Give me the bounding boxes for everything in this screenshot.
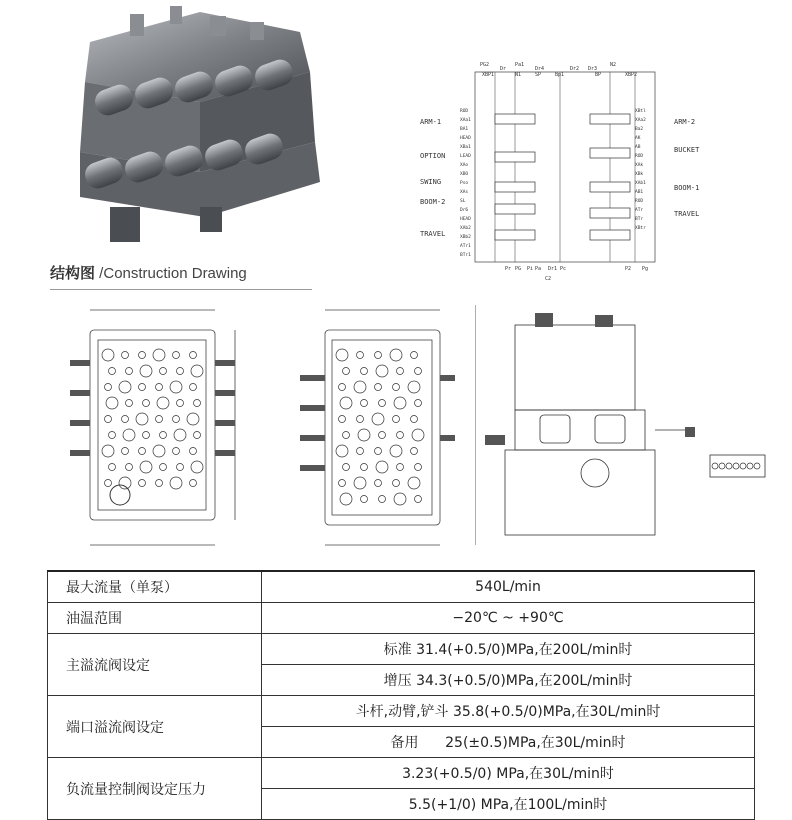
schematic-label-travel-right: TRAVEL [674,210,700,218]
port-hole [357,416,364,423]
schematic-bottom-label: Pr [505,266,512,272]
port-hole [415,368,422,375]
table-row [48,634,755,665]
port-hole [190,448,197,455]
schematic-port-label: Dr6 [460,208,469,213]
schematic-bottom-label: Dr1 [548,266,558,272]
coil-turn [740,463,746,469]
table-row [48,696,755,727]
coil-turn [754,463,760,469]
port-hole [411,352,418,359]
schematic-bottom-label: Pc [560,266,567,272]
schematic-label-travel-left: TRAVEL [420,230,446,238]
port-hole [157,397,169,409]
port-hole [177,368,184,375]
port-hole [393,416,400,423]
port-hole [156,384,163,391]
schematic-top-label: XBP2 [625,72,638,78]
schematic-top-label: N2 [610,62,617,68]
schematic-bottom-label: Pg [642,266,649,272]
schematic-port-label: XBtr [635,226,646,231]
rear-view-drawing [270,305,460,555]
spec-value: 540L/min [262,571,755,603]
port-hole [194,432,201,439]
port-hole [379,496,386,503]
port-hole [122,448,129,455]
table-row [48,603,755,634]
spec-table [47,570,755,820]
port-hole [122,352,129,359]
schematic-port-label: XBb2 [460,235,471,240]
schematic-bottom-label: C2 [545,276,552,282]
schematic-bottom-label: Pa [535,266,542,272]
port-hole [339,416,346,423]
spec-label: 主溢流阀设定 [48,634,262,696]
port-hole [109,464,116,471]
schematic-port-label: XBO [460,172,469,177]
port-hole [361,368,368,375]
port-hole [177,400,184,407]
port-hole [354,381,366,393]
port-hole [126,368,133,375]
port-hole [397,368,404,375]
section-title-zh: 结构图 [50,264,96,282]
schematic-top-label: Bp1 [555,72,565,78]
schematic-port-label: Pso [460,181,469,186]
valve-3d-render [50,2,350,250]
port-hole [156,480,163,487]
spec-label: 端口溢流阀设定 [48,696,262,758]
port-hole [375,384,382,391]
schematic-port-label: XBtl [635,109,646,114]
port-hole [190,384,197,391]
port-hole [411,416,418,423]
spec-value: 5.5(+1/0) MPa,在100L/min时 [262,789,755,820]
schematic-port-label: XAa2 [635,118,646,123]
port-hole [376,365,388,377]
port-hole [160,464,167,471]
spec-value: 增压 34.3(+0.5/0)MPa,在200L/min时 [262,665,755,696]
spec-value: −20℃ ~ +90℃ [262,603,755,634]
schematic-top-label: PG2 [480,62,490,68]
port-hole [139,352,146,359]
schematic-port-label: ROD [635,154,644,159]
schematic-port-label: HEAD [460,217,471,222]
port-hole [105,384,112,391]
schematic-port-label: ATr1 [460,244,471,249]
port-hole [187,413,199,425]
schematic-label-boom1: BOOM-1 [674,184,700,192]
port-hole [343,464,350,471]
port-hole [393,480,400,487]
schematic-port-label: XAk [635,163,644,168]
port-hole [343,368,350,375]
schematic-label-option: OPTION [420,152,446,160]
port-hole [109,432,116,439]
port-hole [397,464,404,471]
port-hole [123,429,135,441]
schematic-port-label: LEAD [460,154,471,159]
schematic-port-label: XAo [460,163,469,168]
port-hole [122,416,129,423]
schematic-port-label: XAa1 [460,118,471,123]
schematic-top-label: N1 [515,72,522,78]
spec-value: 3.23(+0.5/0) MPa,在30L/min时 [262,758,755,789]
port-hole [361,400,368,407]
port-hole [415,496,422,503]
port-hole [361,464,368,471]
port-hole [394,493,406,505]
port-hole [143,432,150,439]
port-hole [109,368,116,375]
spec-label: 最大流量（单泵） [48,571,262,603]
port-hole [358,429,370,441]
port-hole [139,480,146,487]
port-hole [339,480,346,487]
section-heading [50,262,247,284]
port-hole [105,480,112,487]
port-hole [361,496,368,503]
port-hole [190,480,197,487]
port-hole [379,432,386,439]
port-hole [191,461,203,473]
port-hole [106,397,118,409]
schematic-label-bucket: BUCKET [674,146,700,154]
schematic-top-label: SP [535,72,542,78]
hydraulic-schematic [420,52,720,282]
port-hole [190,352,197,359]
port-hole [376,461,388,473]
port-hole [126,400,133,407]
spec-value: 标准 31.4(+0.5/0)MPa,在200L/min时 [262,634,755,665]
port-hole [160,368,167,375]
schematic-port-label: XBk [635,172,644,177]
port-hole [343,432,350,439]
port-hole [390,349,402,361]
schematic-bottom-label: P2 [625,266,632,272]
port-hole [340,493,352,505]
schematic-port-label: XAs [460,190,469,195]
port-hole [119,381,131,393]
schematic-top-label: Dr [500,66,507,72]
schematic-port-label: ROD [460,109,469,114]
port-hole [415,400,422,407]
schematic-top-label: Pa1 [515,62,525,68]
port-hole [375,448,382,455]
schematic-top-label: BP [595,72,602,78]
schematic-port-label: HEAD [460,136,471,141]
table-row [48,758,755,789]
schematic-port-label: AK [635,136,641,141]
front-view-drawing [60,300,250,555]
port-hole [143,400,150,407]
coil-turn [733,463,739,469]
schematic-label-boom2: BOOM-2 [420,198,446,206]
port-hole [140,461,152,473]
spec-value: 备用 25(±0.5)MPa,在30L/min时 [262,727,755,758]
spec-label: 负流量控制阀设定压力 [48,758,262,820]
port-hole [394,397,406,409]
schematic-port-label: BTr [635,217,644,222]
port-hole [393,384,400,391]
schematic-label-arm2: ARM-2 [674,118,696,126]
port-hole [411,448,418,455]
schematic-bottom-label: PG [515,266,522,272]
port-hole [408,381,420,393]
port-hole [173,352,180,359]
port-hole [126,464,133,471]
port-hole [139,384,146,391]
schematic-port-label: ATr [635,208,644,213]
port-hole [375,480,382,487]
port-hole [397,432,404,439]
schematic-port-label: XAb1 [635,181,646,186]
side-view-drawing [475,305,775,555]
port-hole [375,352,382,359]
schematic-top-label: Dr2 [570,66,580,72]
port-hole [156,416,163,423]
port-hole [105,416,112,423]
schematic-port-label: BA1 [460,127,469,132]
port-hole [357,448,364,455]
port-hole [170,381,182,393]
port-hole [354,477,366,489]
port-hole [140,365,152,377]
port-hole [102,445,114,457]
schematic-label-swing: SWING [420,178,442,186]
port-hole [153,445,165,457]
port-hole [170,477,182,489]
schematic-port-label: BTr1 [460,253,471,258]
coil-turn [719,463,725,469]
port-hole [102,349,114,361]
port-hole [194,400,201,407]
spec-label: 油温范围 [48,603,262,634]
schematic-port-label: XBa1 [460,145,471,150]
port-hole [379,400,386,407]
schematic-port-label: AB [635,145,641,150]
schematic-top-label: Dr4 [535,66,545,72]
port-hole [390,445,402,457]
table-row [48,571,755,603]
schematic-bottom-label: Pi [527,266,534,272]
port-hole [191,365,203,377]
heading-divider [50,289,312,290]
coil-turn [712,463,718,469]
schematic-port-label: Ba2 [635,127,644,132]
port-hole [177,464,184,471]
port-hole [173,448,180,455]
port-hole [136,413,148,425]
port-hole [173,416,180,423]
schematic-label-arm1: ARM-1 [420,118,442,126]
port-hole [153,349,165,361]
coil-turn [726,463,732,469]
schematic-port-label: ROD [635,199,644,204]
coil-turn [747,463,753,469]
schematic-port-label: XAb2 [460,226,471,231]
schematic-top-label: Dr3 [588,66,598,72]
spec-value: 斗杆,动臂,铲斗 35.8(+0.5/0)MPa,在30L/min时 [262,696,755,727]
schematic-port-label: SL [460,199,466,204]
port-hole [408,477,420,489]
port-hole [336,445,348,457]
port-hole [119,477,131,489]
port-hole [372,413,384,425]
port-hole [139,448,146,455]
port-hole [339,384,346,391]
section-title-en: Construction Drawing [103,265,247,282]
port-hole [160,432,167,439]
port-hole [340,397,352,409]
port-hole [174,429,186,441]
port-hole [336,349,348,361]
schematic-port-label: AB1 [635,190,644,195]
port-hole [415,464,422,471]
schematic-top-label: XBP1 [482,72,495,78]
port-hole [357,352,364,359]
section-title-separator: / [95,265,104,282]
port-hole [412,429,424,441]
